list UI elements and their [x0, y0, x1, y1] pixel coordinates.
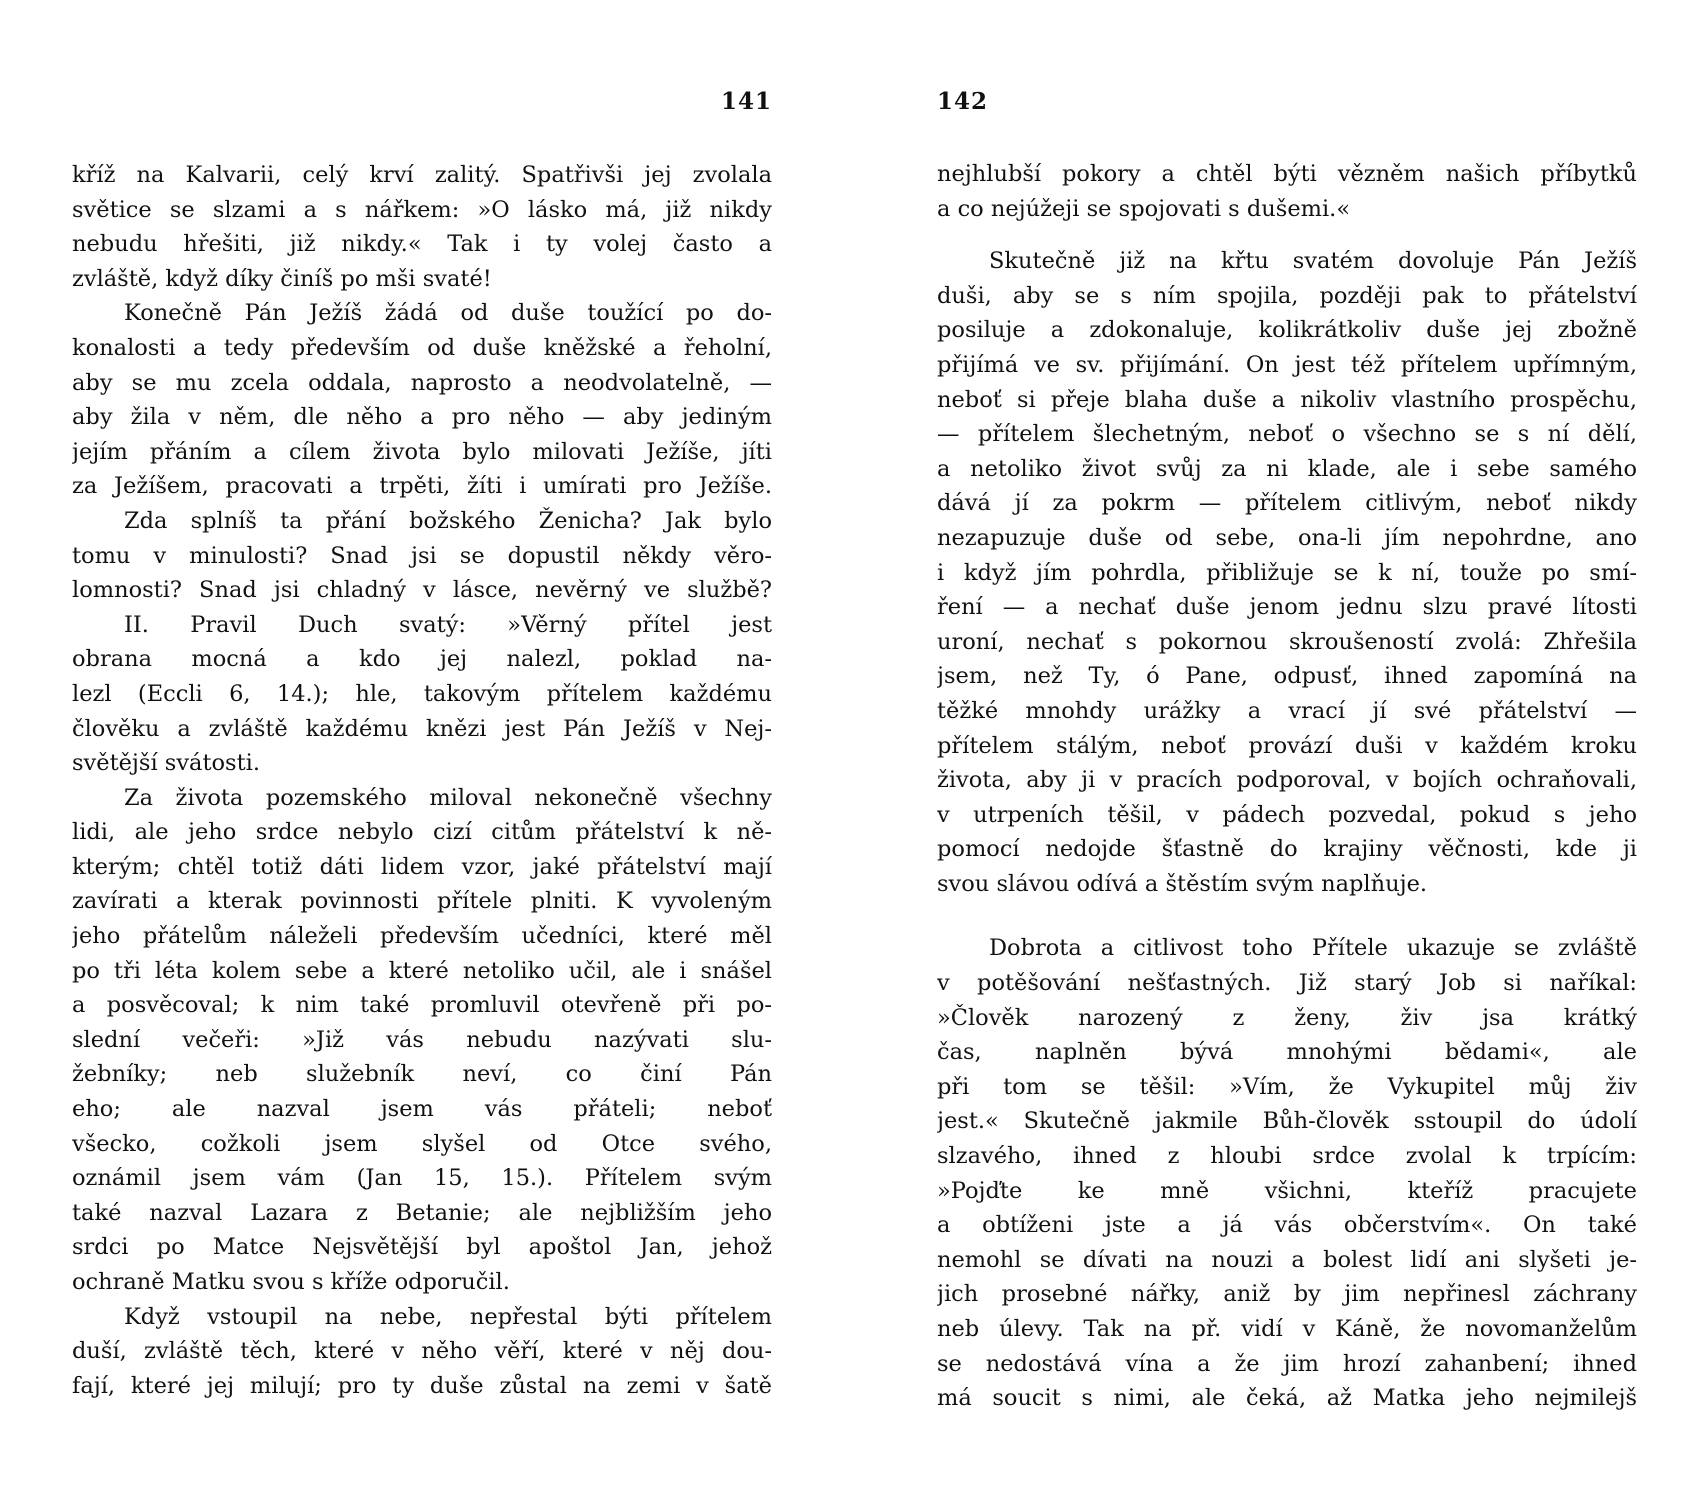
text-line: za Ježíšem, pracovati a trpěti, žíti i umírati pro Ježíše.	[72, 473, 772, 500]
text-line: a posvěcoval; k nim také promluvil otevřeně při po-	[72, 992, 772, 1019]
text-line: jejím přáním a cílem života bylo milovati Ježíše, jíti	[72, 438, 772, 465]
text-line: Zda splníš ta přání božského Ženicha? Jak bylo	[124, 507, 772, 534]
text-line: světice se slzami a s nářkem: »O lásko má, již nikdy	[72, 196, 772, 223]
text-line: svou slávou odívá a štěstím svým naplňuje.	[937, 870, 1428, 897]
text-line: jest.« Skutečně jakmile Bůh-člověk sstoupil do údolí	[937, 1108, 1637, 1135]
text-line: lezl (Eccli 6, 14.); hle, takovým přítelem každému	[72, 680, 772, 707]
text-line: a netoliko život svůj za ni klade, ale i sebe samého	[937, 455, 1637, 482]
text-line: fají, které jej milují; pro ty duše zůstal na zemi v šatě	[72, 1372, 772, 1399]
left-page-number: 141	[720, 88, 772, 115]
right-page	[937, 0, 1637, 1501]
text-line: srdci po Matce Nejsvětější byl apoštol Jan, jehož	[72, 1234, 772, 1261]
text-line: oznámil jsem vám (Jan 15, 15.). Přítelem svým	[72, 1165, 772, 1192]
text-line: II. Pravil Duch svatý: »Věrný přítel jest	[124, 611, 772, 638]
text-line: nemohl se dívati na nouzi a bolest lidí ani slyšeti je-	[937, 1246, 1637, 1273]
text-line: slzavého, ihned z hloubi srdce zvolal k trpícím:	[937, 1143, 1637, 1170]
text-line: nezapuzuje duše od sebe, ona-li jím nepohrdne, ano	[937, 524, 1637, 551]
text-line: dává jí za pokrm — přítelem citlivým, neboť nikdy	[937, 490, 1637, 517]
text-line: uroní, nechať s pokornou skroušeností zvolá: Zhřešila	[937, 628, 1637, 655]
page-gutter	[846, 60, 847, 1420]
text-line: i když jím pohrdla, přibližuje se k ní, touže po smí-	[937, 559, 1637, 586]
text-line: má soucit s nimi, ale čeká, až Matka jeho nejmilejš	[937, 1385, 1637, 1412]
text-line: světější svátosti.	[72, 750, 260, 777]
text-line: v utrpeních těšil, v pádech pozvedal, pokud s jeho	[937, 801, 1637, 828]
text-line: neboť si přeje blaha duše a nikoliv vlastního prospěchu,	[937, 386, 1637, 413]
text-line: těžké mnohdy urážky a vrací jí své přátelství —	[937, 697, 1637, 724]
text-line: Když vstoupil na nebe, nepřestal býti přítelem	[124, 1303, 772, 1330]
text-line: se nedostává vína a že jim hrozí zahanbení; ihned	[937, 1350, 1637, 1377]
text-line: Za života pozemského miloval nekonečně všechny	[124, 784, 772, 811]
text-line: nejhlubší pokory a chtěl býti vězněm našich příbytků	[937, 161, 1637, 187]
text-line: po tři léta kolem sebe a které netoliko učil, ale i snášel	[72, 957, 772, 984]
text-line: slední večeři: »Již vás nebudu nazývati slu-	[72, 1026, 772, 1053]
text-line: aby se mu zcela oddala, naprosto a neodvolatelně, —	[72, 369, 772, 396]
text-line: v potěšování nešťastných. Již starý Job si naříkal:	[937, 970, 1637, 997]
text-line: lidi, ale jeho srdce nebylo cizí citům přátelství k ně-	[72, 819, 772, 846]
text-line: života, aby ji v pracích podporoval, v bojích ochraňovali,	[937, 767, 1637, 794]
text-line: pomocí nedojde šťastně do krajiny věčnosti, kde ji	[937, 836, 1637, 863]
text-line: »Pojďte ke mně všichni, kteříž pracujete	[937, 1177, 1637, 1204]
text-line: »Člověk narozený z ženy, živ jsa krátký	[937, 1004, 1637, 1031]
right-page-number: 142	[937, 88, 989, 115]
text-line: všecko, cožkoli jsem slyšel od Otce svého,	[72, 1130, 772, 1157]
text-line: neb úlevy. Tak na př. vidí v Káně, že novomanželům	[937, 1316, 1637, 1342]
text-line: kříž na Kalvarii, celý krví zalitý. Spatřivši jej zvolala	[72, 162, 772, 188]
text-line: — přítelem šlechetným, neboť o všechno se s ní dělí,	[937, 421, 1637, 448]
text-line: ření — a nechať duše jenom jednu slzu pravé lítosti	[937, 594, 1637, 621]
text-line: jich prosebné nářky, aniž by jim nepřinesl záchrany	[937, 1281, 1637, 1308]
text-line: a obtíženi jste a já vás občerstvím«. On také	[937, 1212, 1637, 1239]
text-line: eho; ale nazval jsem vás přáteli; neboť	[72, 1096, 772, 1123]
text-line: obrana mocná a kdo jej nalezl, poklad na-	[72, 646, 772, 673]
text-line: čas, naplněn bývá mnohými bědami«, ale	[937, 1039, 1637, 1066]
text-line: tomu v minulosti? Snad jsi se dopustil někdy věro-	[72, 542, 772, 569]
text-line: duší, zvláště těch, které v něho věří, které v něj dou-	[72, 1338, 772, 1365]
text-line: a co nejúžeji se spojovati s dušemi.«	[937, 195, 1351, 222]
text-line: lomnosti? Snad jsi chladný v lásce, nevěrný ve službě?	[72, 577, 772, 604]
right-page-text	[937, 157, 1637, 1416]
text-line: žebníky; neb služebník neví, co činí Pán	[72, 1061, 772, 1088]
text-line: Konečně Pán Ježíš žádá od duše toužící po do-	[124, 300, 772, 327]
text-line: konalosti a tedy především od duše kněžské a řeholní,	[72, 334, 772, 361]
text-line: zavírati a kterak povinnosti přítele plniti. K vyvoleným	[72, 888, 772, 915]
left-page-text	[72, 158, 772, 1403]
text-line: ochraně Matku svou s kříže odporučil.	[72, 1269, 510, 1295]
text-line: jsem, než Ty, ó Pane, odpusť, ihned zapomíná na	[937, 663, 1637, 690]
text-line: také nazval Lazara z Betanie; ale nejbližším jeho	[72, 1199, 772, 1226]
text-line: člověku a zvláště každému knězi jest Pán Ježíš v Nej-	[72, 715, 772, 742]
text-line: kterým; chtěl totiž dáti lidem vzor, jaké přátelství mají	[72, 853, 772, 880]
text-line: přítelem stálým, neboť provází duši v každém kroku	[937, 732, 1637, 759]
text-line: přijímá ve sv. přijímání. On jest též přítelem upřímným,	[937, 351, 1637, 378]
text-line: aby žila v něm, dle něho a pro něho — aby jediným	[72, 404, 772, 431]
text-line: při tom se těšil: »Vím, že Vykupitel můj živ	[937, 1073, 1637, 1100]
text-line: duši, aby se s ním spojila, později pak to přátelství	[937, 282, 1637, 309]
left-page	[72, 0, 772, 1501]
text-line: Skutečně již na křtu svatém dovoluje Pán Ježíš	[989, 248, 1637, 275]
text-line: zvláště, když díky činíš po mši svaté!	[72, 265, 492, 292]
text-line: nebudu hřešiti, již nikdy.« Tak i ty volej často a	[72, 231, 772, 258]
text-line: jeho přátelům náleželi především učedníci, které měl	[72, 923, 772, 950]
text-line: posiluje a zdokonaluje, kolikrátkoliv duše jej zbožně	[937, 317, 1637, 344]
text-line: Dobrota a citlivost toho Přítele ukazuje se zvláště	[989, 935, 1637, 962]
